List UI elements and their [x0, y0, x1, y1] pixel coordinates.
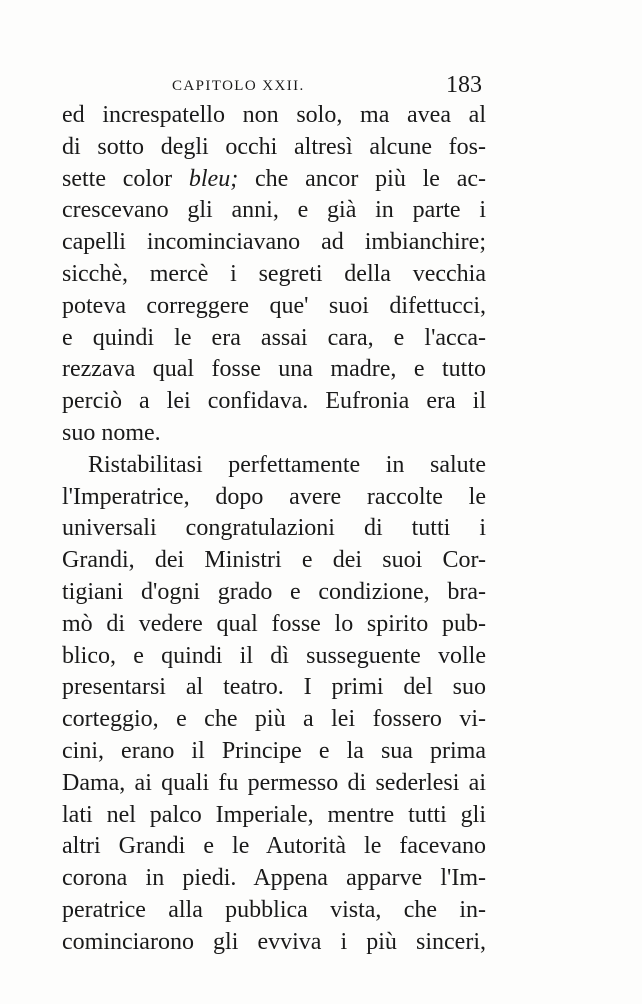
paragraph-1	[62, 100, 486, 450]
text-line: e quindi le era assai cara, e l'acca-	[62, 324, 486, 351]
text-line: Grandi, dei Ministri e dei suoi Cor-	[62, 547, 486, 574]
text-line: blico, e quindi il dì susseguente volle	[62, 642, 486, 669]
text-line: di sotto degli occhi altresì alcune fos-	[62, 133, 486, 160]
text-line: presentarsi al teatro. I primi del suo	[62, 674, 486, 701]
text-fragment: sette color	[62, 165, 189, 192]
text-line: lati nel palco Imperiale, mentre tutti gli	[62, 801, 486, 828]
text-line: corona in piedi. Appena apparve l'Im-	[62, 865, 486, 892]
text-line: suo nome.	[62, 419, 161, 446]
italic-word: bleu;	[188, 165, 239, 192]
text-line: rezzava qual fosse una madre, e tutto	[62, 356, 486, 383]
text-line: sicchè, mercè i segreti della vecchia	[62, 260, 486, 287]
text-line: Ristabilitasi perfettamente in salute	[88, 451, 486, 478]
text-line: cominciarono gli evviva i più sinceri,	[62, 928, 486, 955]
text-line: corteggio, e che più a lei fossero vi-	[62, 706, 486, 733]
text-line: l'Imperatrice, dopo avere raccolte le	[62, 483, 486, 510]
text-line: peratrice alla pubblica vista, che in-	[62, 896, 486, 923]
text-fragment: che ancor più le ac-	[238, 165, 487, 192]
text-line: poteva correggere que' suoi difettucci,	[62, 292, 486, 319]
text-line: mò di vedere qual fosse lo spirito pub-	[62, 610, 486, 637]
text-line: crescevano gli anni, e già in parte i	[62, 197, 486, 224]
body-text	[62, 100, 486, 959]
text-line: altri Grandi e le Autorità le facevano	[62, 833, 486, 860]
text-line: ed increspatello non solo, ma avea al	[62, 102, 486, 128]
page-header	[62, 72, 482, 102]
text-line	[62, 164, 486, 196]
running-head: CAPITOLO XXII.	[172, 78, 305, 94]
paragraph-2	[62, 450, 486, 959]
text-line: perciò a lei confidava. Eufronia era il	[62, 388, 486, 415]
text-line: tigiani d'ogni grado e condizione, bra-	[62, 578, 486, 605]
page-number: 183	[446, 72, 482, 98]
text-line: universali congratulazioni di tutti i	[62, 515, 486, 542]
text-line: Dama, ai quali fu permesso di sederlesi ai	[62, 769, 486, 796]
text-line: cini, erano il Principe e la sua prima	[62, 737, 486, 764]
text-line: capelli incominciavano ad imbianchire;	[62, 229, 486, 256]
